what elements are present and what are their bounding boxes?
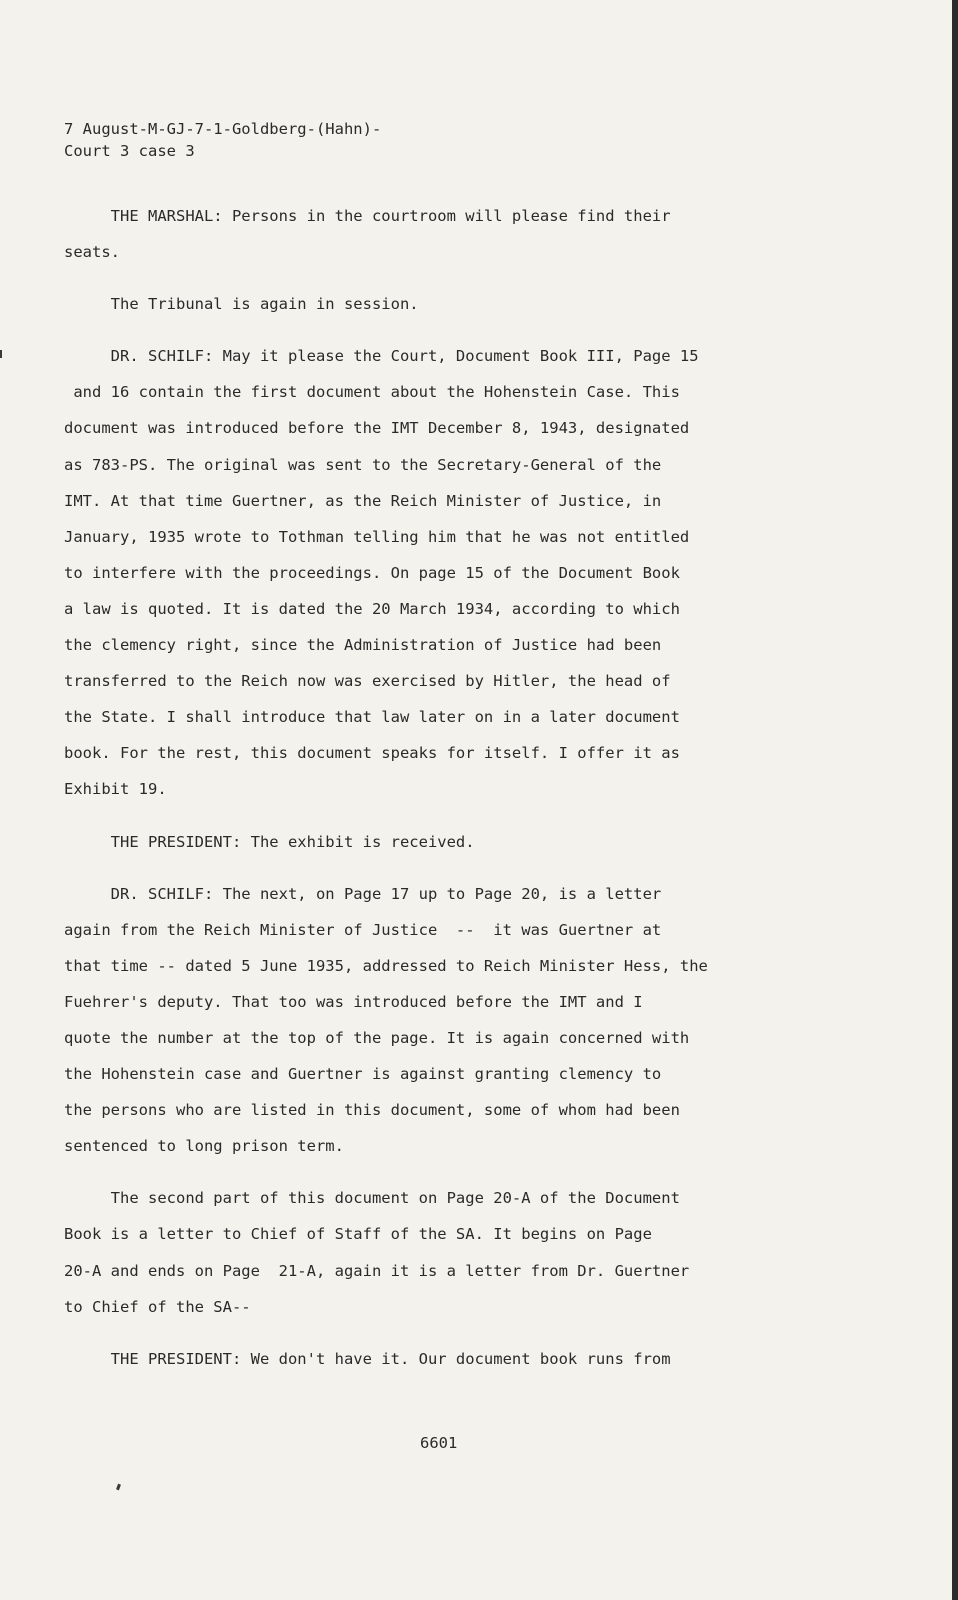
text-line: the clemency right, since the Administration of Justice had been: [64, 636, 662, 655]
text-line: again from the Reich Minister of Justice -- it was Guertner at: [64, 920, 662, 939]
paragraph: [64, 876, 824, 1165]
text-line: THE MARSHAL: Persons in the courtroom will please find their: [64, 207, 671, 225]
text-line: 20-A and ends on Page 21-A, again it is a letter from Dr. Guertner: [64, 1261, 690, 1280]
margin-mark: [0, 350, 2, 358]
text-line: Exhibit 19.: [64, 780, 167, 799]
text-line: to interfere with the proceedings. On page 15 of the Document Book: [64, 563, 680, 582]
text-line: THE PRESIDENT: We don't have it. Our document book runs from: [64, 1349, 671, 1368]
text-line: transferred to the Reich now was exercised by Hitler, the head of: [64, 672, 671, 691]
paragraph: [64, 1341, 824, 1377]
paragraph: [64, 1180, 824, 1324]
text-line: as 783-PS. The original was sent to the Secretary-General of the: [64, 455, 662, 474]
text-line: Fuehrer's deputy. That too was introduced before the IMT and I: [64, 992, 643, 1011]
text-line: to Chief of the SA--: [64, 1297, 251, 1316]
text-line: book. For the rest, this document speaks for itself. I offer it as: [64, 744, 680, 763]
text-line: document was introduced before the IMT December 8, 1943, designated: [64, 419, 690, 438]
text-line: a law is quoted. It is dated the 20 March 1934, according to which: [64, 599, 680, 618]
text-line: IMT. At that time Guertner, as the Reich Minister of Justice, in: [64, 491, 662, 510]
text-line: DR. SCHILF: May it please the Court, Document Book III, Page 15: [64, 347, 699, 366]
paragraph: [64, 286, 824, 322]
text-line: DR. SCHILF: The next, on Page 17 up to Page 20, is a letter: [64, 884, 662, 903]
text-line: sentenced to long prison term.: [64, 1137, 344, 1156]
text-line: the State. I shall introduce that law later on in a later document: [64, 708, 680, 727]
text-line: The second part of this document on Page 20-A of the Document: [64, 1189, 680, 1208]
text-line: the persons who are listed in this document, some of whom had been: [64, 1101, 680, 1120]
paper-speck: [116, 1484, 121, 1491]
text-line: the Hohenstein case and Guertner is against granting clemency to: [64, 1065, 662, 1084]
text-line: quote the number at the top of the page. It is again concerned with: [64, 1028, 690, 1047]
text-line: seats.: [64, 243, 120, 262]
text-line: The Tribunal is again in session.: [64, 295, 419, 314]
text-line: that time -- dated 5 June 1935, addressed to Reich Minister Hess, the: [64, 956, 708, 975]
text-line: THE PRESIDENT: The exhibit is received.: [64, 832, 475, 851]
paragraph: [64, 338, 824, 807]
paragraph: [64, 198, 824, 270]
page-number: 6601: [420, 1434, 458, 1452]
header-line-2: Court 3 case 3: [64, 142, 195, 160]
paragraph: [64, 824, 824, 860]
transcript-body: [64, 118, 824, 1377]
text-line: January, 1935 wrote to Tothman telling him that he was not entitled: [64, 527, 690, 546]
paragraphs: [64, 198, 824, 1377]
header-line-1: 7 August-M-GJ-7-1-Goldberg-(Hahn)-: [64, 120, 382, 138]
text-line: Book is a letter to Chief of Staff of the SA. It begins on Page: [64, 1225, 652, 1244]
text-line: and 16 contain the first document about the Hohenstein Case. This: [64, 383, 680, 402]
